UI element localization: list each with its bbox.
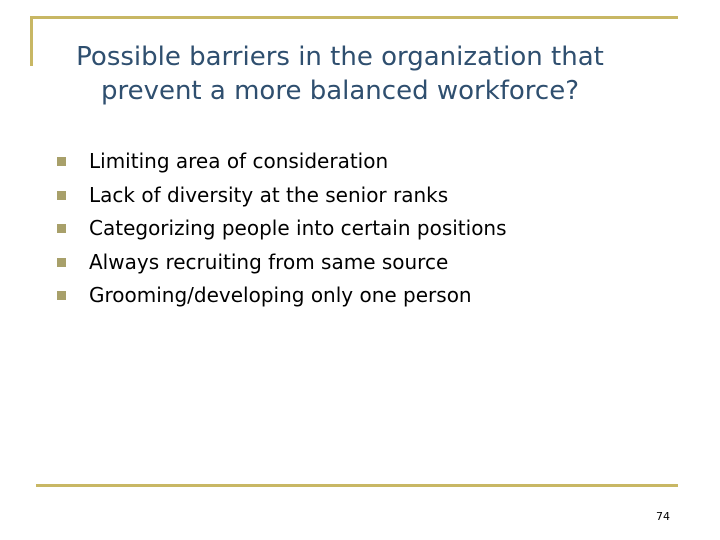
- square-bullet-icon: [57, 191, 66, 200]
- frame-bottom-border: [36, 484, 678, 487]
- square-bullet-icon: [57, 291, 66, 300]
- slide-title-line-2: prevent a more balanced workforce?: [100, 76, 580, 106]
- slide-title-line-1: Possible barriers in the organization that: [76, 42, 604, 72]
- square-bullet-icon: [57, 157, 66, 166]
- frame-left-border: [30, 16, 33, 66]
- square-bullet-icon: [57, 258, 66, 267]
- slide-title: [40, 40, 640, 108]
- frame-top-border: [30, 16, 678, 19]
- bullet-text: Grooming/developing only one person: [89, 283, 472, 307]
- square-bullet-icon: [57, 224, 66, 233]
- bullet-text: Always recruiting from same source: [89, 249, 449, 274]
- page-number: 74: [656, 510, 670, 523]
- bullet-text: Limiting area of consideration: [89, 149, 389, 173]
- bullet-text: Lack of diversity at the senior ranks: [89, 182, 449, 207]
- bullet-text: Categorizing people into certain positions: [89, 216, 507, 240]
